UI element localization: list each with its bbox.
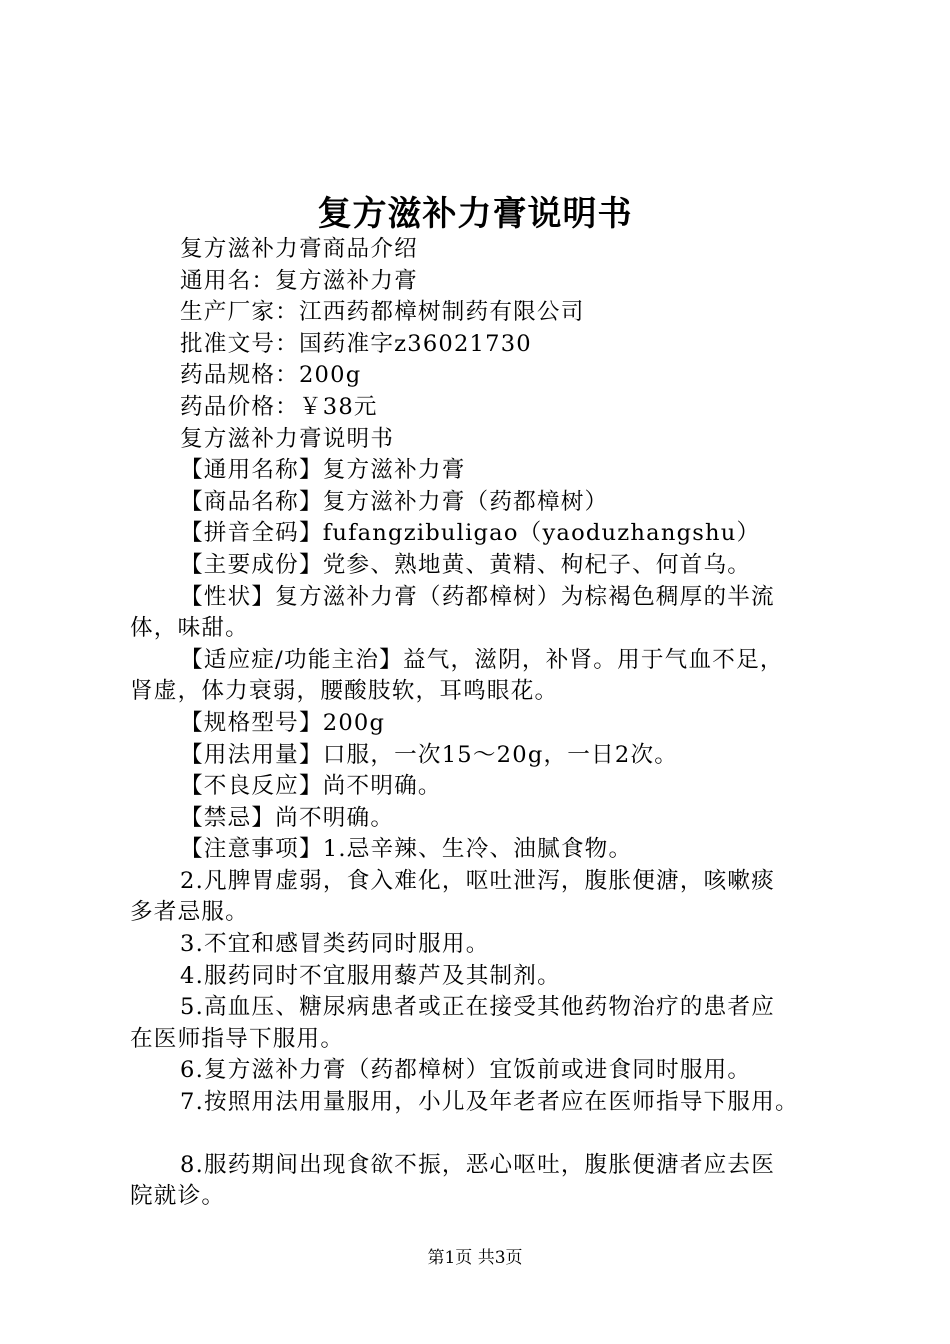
paragraph-line: 【性状】复方滋补力膏（药都樟树）为棕褐色稠厚的半流: [180, 583, 775, 610]
paragraph-line: 药品价格：￥38元: [180, 393, 378, 420]
paragraph-line: 【规格型号】200g: [180, 709, 386, 736]
paragraph-line: 8.服药期间出现食欲不振，恶心呕吐，腹胀便溏者应去医: [180, 1151, 776, 1178]
paragraph-line: 【适应症/功能主治】益气，滋阴，补肾。用于气血不足，: [180, 646, 784, 673]
paragraph-line: 【注意事项】1.忌辛辣、生冷、油腻食物。: [180, 836, 633, 863]
paragraph-line: 【主要成份】党参、熟地黄、黄精、枸杞子、何首乌。: [180, 551, 752, 578]
paragraph-line: 生产厂家：江西药都樟树制药有限公司: [180, 299, 585, 326]
paragraph-line: 批准文号：国药准字z36021730: [180, 330, 532, 357]
paragraph-line: 【用法用量】口服，一次15～20g，一日2次。: [180, 741, 679, 768]
paragraph-line: 【拼音全码】fufangzibuligao（yaoduzhangshu）: [180, 520, 761, 547]
page-footer: 第1页 共3页: [427, 1248, 523, 1268]
paragraph-line: 3.不宜和感冒类药同时服用。: [180, 931, 490, 958]
paragraph-line: 多者忌服。: [130, 899, 249, 926]
paragraph-line: 在医师指导下服用。: [130, 1025, 345, 1052]
paragraph-line: 药品规格：200g: [180, 362, 362, 389]
paragraph-line: 5.高血压、糖尿病患者或正在接受其他药物治疗的患者应: [180, 994, 776, 1021]
paragraph-line: 体，味甜。: [130, 615, 249, 642]
paragraph-line: 7.按照用法用量服用，小儿及年老者应在医师指导下服用。: [180, 1089, 799, 1116]
paragraph-line: 6.复方滋补力膏（药都樟树）宜饭前或进食同时服用。: [180, 1057, 752, 1084]
paragraph-line: 院就诊。: [130, 1183, 226, 1210]
document-body: [130, 234, 850, 1213]
paragraph-line: 通用名：复方滋补力膏: [180, 267, 418, 294]
paragraph-line: 肾虚，体力衰弱，腰酸肢软，耳鸣眼花。: [130, 678, 559, 705]
paragraph-line: 【禁忌】尚不明确。: [180, 804, 395, 831]
blank-line: [130, 1119, 850, 1150]
paragraph-line: 2.凡脾胃虚弱，食入难化，呕吐泄泻，腹胀便溏，咳嗽痰: [180, 867, 776, 894]
document-title: 复方滋补力膏说明书: [317, 194, 633, 234]
paragraph-line: 复方滋补力膏说明书: [180, 425, 395, 452]
paragraph-line: 【不良反应】尚不明确。: [180, 773, 442, 800]
paragraph-line: 【通用名称】复方滋补力膏: [180, 457, 466, 484]
paragraph-line: 4.服药同时不宜服用藜芦及其制剂。: [180, 962, 561, 989]
paragraph-line: 复方滋补力膏商品介绍: [180, 236, 418, 262]
paragraph-line: 【商品名称】复方滋补力膏（药都樟树）: [180, 488, 609, 515]
